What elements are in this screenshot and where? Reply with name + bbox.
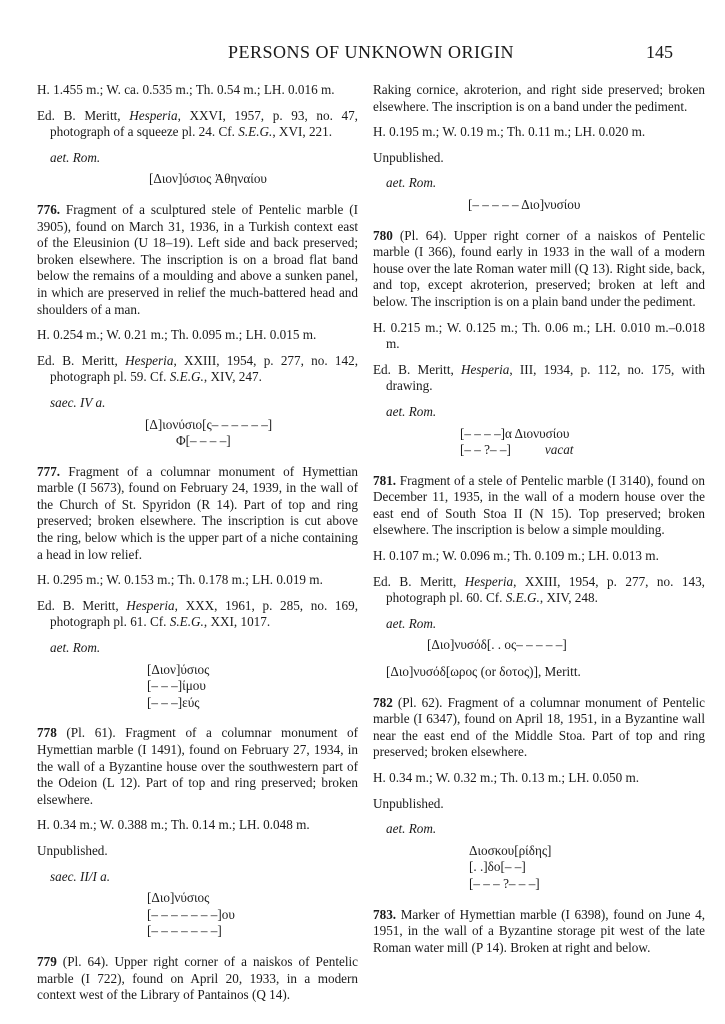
restoration-note: [Διο]νυσόδ[ωρος (or δοτος)], Meritt.	[386, 664, 581, 680]
description: 782 (Pl. 62). Fragment of a columnar monument of Pentelic marble (I 6347), found on April 18, 1951, in a Byzantine wall near the east end of the Middle Stoa. Part of top and ring preserved; broken elsewhere.	[373, 694, 706, 760]
inscription-text	[468, 197, 705, 214]
entry-779-continued	[373, 82, 705, 214]
inscription-text	[427, 637, 705, 654]
dimensions: H. 0.34 m.; W. 0.32 m.; Th. 0.13 m.; LH. 0.050 m.	[373, 770, 640, 785]
running-head: PERSONS OF UNKNOWN ORIGIN	[228, 42, 515, 62]
inscription-line: [Διο]νυσόδ[. . ος– – – – –]	[427, 637, 567, 653]
entry-780	[373, 228, 705, 459]
entry-776	[37, 202, 358, 450]
inscription-line: [– – – –]α Διονυσίου	[460, 425, 570, 441]
entry-number: 778	[37, 725, 57, 741]
entry-number: 781.	[373, 472, 397, 488]
entry-number: 782	[373, 694, 393, 710]
entry-778	[37, 725, 358, 940]
description: 778 (Pl. 61). Fragment of a columnar monument of Hymettian marble (I 1491), found on February 27, 1934, in the wall of a Byzantine house over the southwestern part of the Odeion (L 12). Part of top and ring preserved; broken elsewhere.	[37, 725, 359, 807]
inscription-line: [– – – – – Διο]νυσίου	[468, 196, 581, 212]
inscription-text	[149, 171, 358, 188]
inscription-line: [– – – – – – –]ου	[147, 906, 235, 922]
inscription-text	[469, 843, 705, 893]
editions: Unpublished.	[373, 795, 444, 811]
inscription-line: Διοσκου[ρίδης]	[469, 842, 552, 858]
description: 779 (Pl. 64). Upper right corner of a naiskos of Pentelic marble (I 722), found on April 20, 1933, in a modern context west of the Library of Pantainos (Q 14).	[37, 953, 359, 1003]
inscription-line: [– – – – – – –]	[147, 923, 222, 939]
editions: Ed. B. Meritt, Hesperia, XXVI, 1957, p. 93, no. 47, photograph of a squeeze pl. 24. Cf. S.E.G., XVI, 221.	[37, 107, 358, 140]
inscription-text	[145, 417, 358, 450]
entry-number: 783.	[373, 906, 397, 922]
inscription-line: [Διον]ύσιος Ἀθηναίου	[149, 171, 267, 187]
inscription-line: [– – ?– –] vacat	[460, 442, 574, 458]
editions: Unpublished.	[373, 149, 444, 165]
inscription-line: Φ[– – – –]	[176, 433, 231, 449]
right-column	[373, 82, 705, 956]
editions: Unpublished.	[37, 842, 108, 858]
dimensions: H. 0.195 m.; W. 0.19 m.; Th. 0.11 m.; LH. 0.020 m.	[373, 124, 646, 140]
page-header	[0, 42, 725, 66]
entry-782	[373, 695, 705, 893]
entry-781	[373, 473, 705, 681]
description: 781. Fragment of a stele of Pentelic marble (I 3140), found on December 11, 1935, in the wall of a modern house over the east end of South Stoa II (N 15). Top preserved; broken elsewhere. The inscription is below a simple moulding.	[373, 472, 705, 538]
date: saec. II/I a.	[50, 868, 111, 884]
inscription-line: [Διον]ύσιος	[147, 661, 210, 677]
date: aet. Rom.	[386, 403, 437, 419]
entry-number: 779	[37, 953, 57, 969]
inscription-line: [Διο]νύσιος	[147, 890, 210, 906]
dimensions: H. 0.254 m.; W. 0.21 m.; Th. 0.095 m.; LH. 0.015 m.	[37, 327, 317, 343]
entry-number: 776.	[37, 201, 61, 217]
date: aet. Rom.	[386, 821, 437, 837]
date: aet. Rom.	[386, 175, 437, 191]
description: 780 (Pl. 64). Upper right corner of a naiskos of Pentelic marble (I 366), found early in 1933 in the wall of a modern house over the late Roman water mill (Q 13). Right side, back, and top, except akroterion, preserved; broken at left and below. The inscription is on a plain band under the pediment.	[373, 227, 705, 309]
entry-775	[37, 82, 358, 188]
inscription-line: [– – – ?– – –]	[469, 875, 540, 891]
inscription-line: [– – –]εύς	[147, 694, 200, 710]
date: aet. Rom.	[386, 615, 437, 631]
inscription-text	[460, 426, 705, 459]
description: 783. Marker of Hymettian marble (I 6398), found on June 4, 1951, in the wall of a Byzantine storage pit west of the late Roman water mill (P 14). Broken at right and below.	[373, 906, 705, 955]
editions: Ed. B. Meritt, Hesperia, XXX, 1961, p. 285, no. 169, photograph pl. 61. Cf. S.E.G., XXI, 1017.	[37, 597, 358, 630]
inscription-line: [– – –]ίμου	[147, 678, 206, 694]
date: aet. Rom.	[50, 149, 101, 165]
page-number: 145	[646, 42, 673, 62]
dimensions: H. 0.295 m.; W. 0.153 m.; Th. 0.178 m.; LH. 0.019 m.	[37, 572, 323, 588]
inscription-line: [Δ]ιονύσιο[ς– – – – – –]	[145, 416, 273, 432]
entry-777	[37, 464, 358, 712]
entry-783	[373, 907, 705, 957]
description: 776. Fragment of a sculptured stele of Pentelic marble (I 3905), found on March 31, 1936, in a Turkish context east of the Eleusinion (U 18–19). Left side and back preserved; broken elsewhere. The inscription is on a broad flat band below the remains of a moulding and above a sunken panel, in which are preserved in relief the much-battered head and shoulders of a man.	[37, 201, 358, 317]
inscription-text	[147, 662, 358, 712]
vacat-note: vacat	[544, 442, 574, 458]
dimensions: H. 0.34 m.; W. 0.388 m.; Th. 0.14 m.; LH. 0.048 m.	[37, 817, 310, 833]
editions: Ed. B. Meritt, Hesperia, XXIII, 1954, p. 277, no. 143, photograph pl. 60. Cf. S.E.G., XIV, 248.	[373, 573, 705, 606]
entry-779	[37, 954, 358, 1004]
date: saec. IV a.	[50, 394, 106, 410]
editions: Ed. B. Meritt, Hesperia, III, 1934, p. 112, no. 175, with drawing.	[373, 361, 705, 394]
left-column	[37, 82, 358, 1004]
dimensions: H. 0.215 m.; W. 0.125 m.; Th. 0.06 m.; LH. 0.010 m.–0.018 m.	[373, 319, 705, 352]
inscription-line: [. .]δο[– –]	[469, 859, 526, 875]
entry-number: 777.	[37, 463, 61, 479]
description: Raking cornice, akroterion, and right side preserved; broken elsewhere. The inscription is on a band under the pediment.	[373, 82, 705, 114]
inscription-text	[147, 890, 358, 940]
description: 777. Fragment of a columnar monument of Hymettian marble (I 5673), found on February 24, 1939, in the wall of the Church of St. Spyridon (R 14). Part of top and ring preserved; broken elsewhere. The inscription is cut above the ring, below which is the upper part of a niche containing a head in low relief.	[37, 463, 359, 562]
editions: Ed. B. Meritt, Hesperia, XXIII, 1954, p. 277, no. 142, photograph pl. 59. Cf. S.E.G., XIV, 247.	[37, 352, 358, 385]
dimensions: H. 1.455 m.; W. ca. 0.535 m.; Th. 0.54 m.; LH. 0.016 m.	[37, 82, 335, 97]
entry-number: 780	[373, 227, 393, 243]
date: aet. Rom.	[50, 640, 101, 656]
dimensions: H. 0.107 m.; W. 0.096 m.; Th. 0.109 m.; LH. 0.013 m.	[373, 548, 659, 564]
